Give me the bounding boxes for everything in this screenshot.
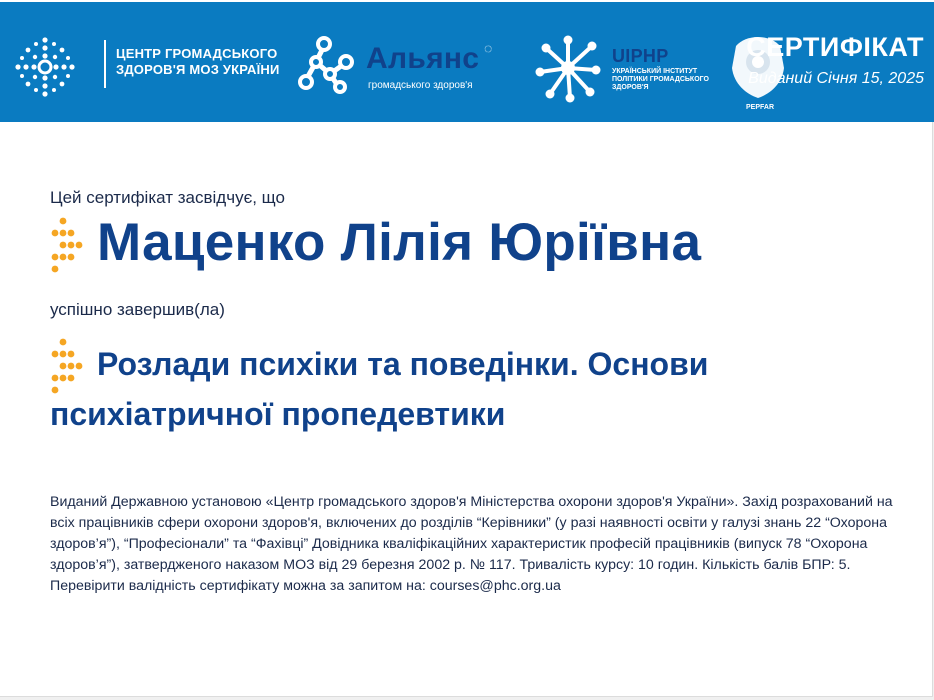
alliance-swirl-icon: ◌ <box>484 40 493 56</box>
dots-bullet-icon <box>50 217 84 280</box>
uiphp-logo-subtitle <box>612 68 709 92</box>
uiphp-logo-name: UIPHP <box>612 46 669 66</box>
pepfar-label: PEPFAR <box>746 104 775 111</box>
alliance-logo-subtitle: громадського здоров'я <box>368 80 473 91</box>
completed-label: успішно завершив(ла) <box>50 300 225 319</box>
phc-logo-line2: ЗДОРОВ'Я МОЗ УКРАЇНИ <box>116 62 280 77</box>
uiphp-logo <box>534 34 714 104</box>
course-title-text: Розлади психіки та поведінки. Основи психіатричної пропедевтики <box>50 346 709 432</box>
phc-logo-text <box>116 46 280 78</box>
alliance-molecule-icon <box>294 36 356 94</box>
certificate-details: Виданий Державною установою «Центр громадського здоров'я Міністерства охорони здоров'я України». Захід розрахований на всіх працівників сфери охорони здоров'я, включених до розділів “Керівники” (у разі наявності освіти у галузі знань 22 “Охорона здоров’я”), “Професіонали” та “Фахівці” Довідника кваліфікаційних характеристик професій працівників (випуск 78 “Охорона здоров’я”), затвердженого наказом МОЗ від 29 березня 2002 р. № 117. Тривалість курсу: 10 годин. Кількість балів БПР: 5. Перевірити валідність сертифікату можна за запитом на: courses@phc.org.ua <box>50 494 893 594</box>
uiphp-sub-line1: УКРАЇНСЬКИЙ ІНСТИТУТ <box>612 68 698 75</box>
alliance-logo <box>294 36 514 96</box>
course-title <box>50 339 820 439</box>
phc-logo-line1: ЦЕНТР ГРОМАДСЬКОГО <box>116 46 278 61</box>
phc-logo <box>12 30 280 100</box>
phc-snowflake-icon <box>12 34 78 100</box>
certificate-header <box>0 0 934 122</box>
uiphp-network-icon <box>534 34 604 104</box>
uiphp-sub-line2: ПОЛІТИКИ ГРОМАДСЬКОГО <box>612 76 709 83</box>
phc-logo-divider <box>104 40 106 88</box>
intro-text: Цей сертифікат засвідчує, що <box>50 188 285 207</box>
certificate-title: СЕРТИФІКАТ <box>746 32 924 62</box>
issue-date: Виданий Січня 15, 2025 <box>748 70 924 87</box>
recipient-name: Маценко Лілія Юріївна <box>97 213 702 272</box>
alliance-logo-name: Альянс <box>366 42 480 75</box>
uiphp-sub-line3: ЗДОРОВ'Я <box>612 84 649 91</box>
